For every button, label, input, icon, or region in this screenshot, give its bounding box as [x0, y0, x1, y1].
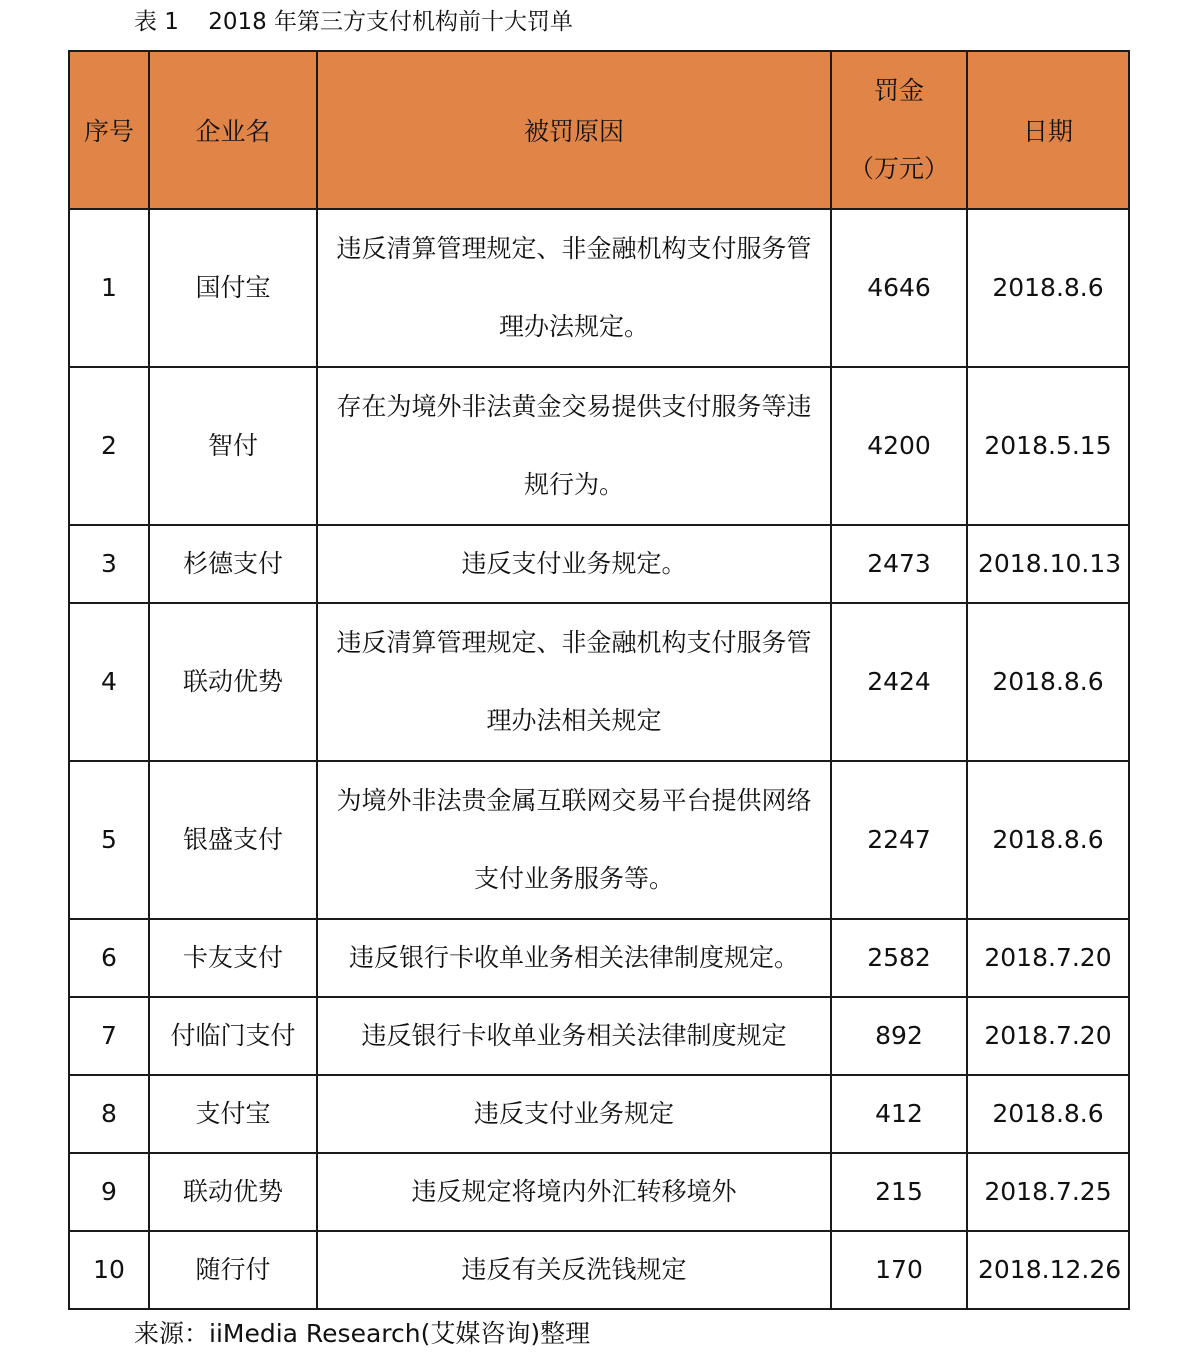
cell-company: 支付宝: [149, 1075, 317, 1153]
cell-reason: 违反规定将境内外汇转移境外: [317, 1153, 831, 1231]
cell-index: 3: [69, 525, 149, 603]
cell-company: 智付: [149, 367, 317, 525]
table-row: [69, 1231, 1129, 1309]
table-row: [69, 919, 1129, 997]
cell-index: 8: [69, 1075, 149, 1153]
cell-reason: 违反银行卡收单业务相关法律制度规定。: [317, 919, 831, 997]
table-caption: 表 1 2018 年第三方支付机构前十大罚单: [134, 9, 574, 35]
cell-reason: 违反清算管理规定、非金融机构支付服务管理办法相关规定: [317, 603, 831, 761]
header-reason: 被罚原因: [317, 51, 831, 209]
header-row: [69, 51, 1129, 209]
table-row: [69, 997, 1129, 1075]
cell-index: 9: [69, 1153, 149, 1231]
cell-reason: 违反有关反洗钱规定: [317, 1231, 831, 1309]
cell-company: 联动优势: [149, 1153, 317, 1231]
cell-date: 2018.8.6: [967, 761, 1129, 919]
cell-fine: 2582: [831, 919, 967, 997]
cell-index: 6: [69, 919, 149, 997]
header-company: 企业名: [149, 51, 317, 209]
cell-reason: 违反清算管理规定、非金融机构支付服务管理办法规定。: [317, 209, 831, 367]
cell-fine: 4200: [831, 367, 967, 525]
cell-date: 2018.12.26: [967, 1231, 1129, 1309]
cell-fine: 4646: [831, 209, 967, 367]
cell-fine: 2473: [831, 525, 967, 603]
cell-reason: 违反银行卡收单业务相关法律制度规定: [317, 997, 831, 1075]
cell-company: 联动优势: [149, 603, 317, 761]
cell-index: 10: [69, 1231, 149, 1309]
source-note: 来源：iiMedia Research(艾媒咨询)整理: [134, 1319, 591, 1348]
cell-company: 卡友支付: [149, 919, 317, 997]
cell-company: 银盛支付: [149, 761, 317, 919]
cell-company: 付临门支付: [149, 997, 317, 1075]
header-fine-unit: （万元）: [848, 154, 949, 183]
table-row: [69, 1153, 1129, 1231]
cell-company: 随行付: [149, 1231, 317, 1309]
cell-index: 5: [69, 761, 149, 919]
cell-fine: 892: [831, 997, 967, 1075]
cell-fine: 2424: [831, 603, 967, 761]
table-row: [69, 761, 1129, 919]
cell-fine: 170: [831, 1231, 967, 1309]
cell-reason: 存在为境外非法黄金交易提供支付服务等违规行为。: [317, 367, 831, 525]
header-fine-label: 罚金: [873, 76, 924, 105]
cell-reason: 违反支付业务规定。: [317, 525, 831, 603]
cell-company: 杉德支付: [149, 525, 317, 603]
cell-index: 4: [69, 603, 149, 761]
cell-date: 2018.7.20: [967, 997, 1129, 1075]
cell-index: 2: [69, 367, 149, 525]
cell-index: 7: [69, 997, 149, 1075]
table-row: [69, 525, 1129, 603]
cell-date: 2018.10.13: [967, 525, 1129, 603]
cell-date: 2018.7.20: [967, 919, 1129, 997]
cell-date: 2018.8.6: [967, 603, 1129, 761]
cell-company: 国付宝: [149, 209, 317, 367]
cell-fine: 412: [831, 1075, 967, 1153]
cell-date: 2018.8.6: [967, 209, 1129, 367]
cell-reason: 为境外非法贵金属互联网交易平台提供网络支付业务服务等。: [317, 761, 831, 919]
table-row: [69, 367, 1129, 525]
header-index: 序号: [69, 51, 149, 209]
cell-date: 2018.7.25: [967, 1153, 1129, 1231]
fines-table: [68, 50, 1130, 1310]
cell-date: 2018.5.15: [967, 367, 1129, 525]
table-row: [69, 603, 1129, 761]
table-row: [69, 209, 1129, 367]
cell-fine: 2247: [831, 761, 967, 919]
cell-index: 1: [69, 209, 149, 367]
cell-fine: 215: [831, 1153, 967, 1231]
header-date: 日期: [967, 51, 1129, 209]
cell-reason: 违反支付业务规定: [317, 1075, 831, 1153]
table-row: [69, 1075, 1129, 1153]
cell-date: 2018.8.6: [967, 1075, 1129, 1153]
header-fine: [831, 51, 967, 209]
